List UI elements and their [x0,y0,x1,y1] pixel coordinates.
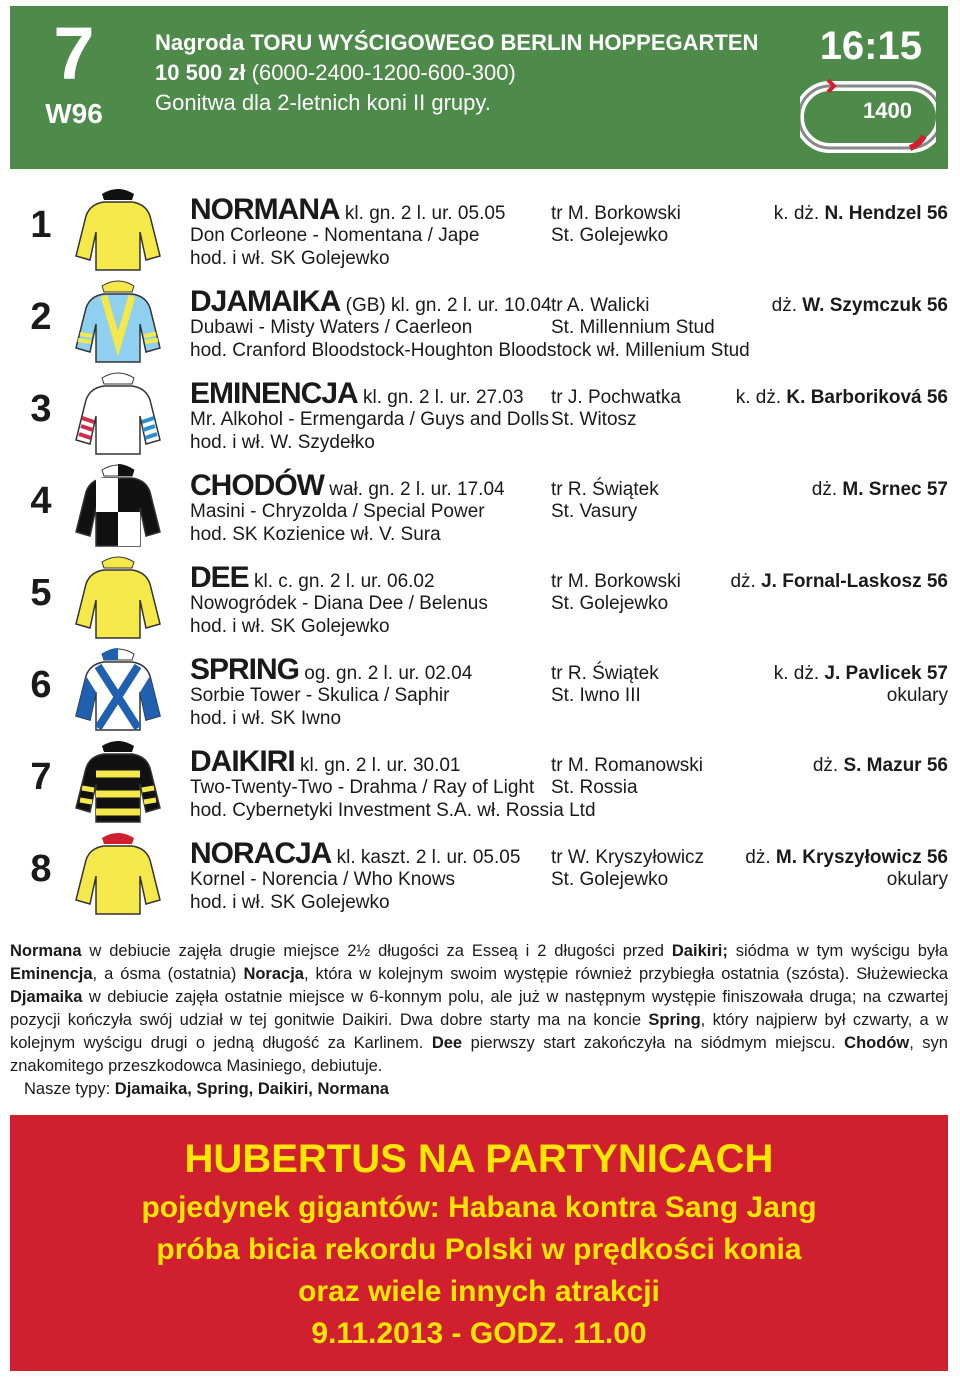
tips-label: Nasze typy: [24,1080,115,1098]
race-prize [155,58,516,88]
entry-row [0,462,960,554]
commentary-text: w debiucie zajęła ostatnie miejsce w 6-konnym polu, ale już w następnym występie finiszowała druga; na czwartej pozycji kończyła swój udział w tej gonitwie Daikiri. Dwa dobre starty ma na koncie [10,988,948,1029]
horse-info: kl. gn. 2 l. ur. 05.05 [339,203,506,224]
commentary-text: , która w kolejnym swoim występie również przybiegła ostatnia (szósta). Służewiecka [303,965,949,983]
jockey-prefix: dż. [730,571,762,592]
jockey-name: K. Barboriková 56 [786,387,948,408]
race-title: Nagroda TORU WYŚCIGOWEGO BERLIN HOPPEGARTEN [155,30,759,55]
horse-info: kl. kaszt. 2 l. ur. 05.05 [331,847,521,868]
commentary-text: , który najpierw był czwarty, a w kolejnym wyścigu drugi o jedną długość za Karlinem. [10,1011,949,1052]
jockey-silks-icon [72,370,164,456]
prize-split: (6000-2400-1200-600-300) [245,60,516,85]
jockey-prefix: dż. [812,755,844,776]
jockey [813,754,948,777]
bold-horse: Dee [431,1034,463,1052]
race-time: 16:15 [819,24,922,68]
jockey-prefix: dż. [811,479,843,500]
horse-line [190,561,435,594]
prize-amount: 10 500 zł [155,60,246,85]
pedigree: Kornel - Norencia / Who Knows [190,869,456,890]
stable: St. Witosz [551,409,637,430]
horse-name: DEE [190,561,249,594]
horse-name: SPRING [190,653,300,686]
race-header [10,6,948,169]
jockey [774,202,948,225]
jockey-name: M. Kryszyłowicz 56 [775,847,948,868]
banner-title: HUBERTUS NA PARTYNICACH [184,1137,774,1181]
jockey-silks-icon [72,462,164,548]
bold-horse: Chodów [844,1034,910,1052]
bold-horse: Spring [648,1011,701,1029]
trainer: tr M. Borkowski [551,571,681,592]
banner-line: pojedynek gigantów: Habana kontra Sang Jang [141,1191,817,1224]
race-code: W96 [45,98,103,129]
trainer: tr W. Kryszyłowicz [551,847,705,868]
entry-row [0,554,960,646]
jockey [812,478,948,501]
owner: hod. i wł. W. Szydełko [190,432,375,453]
horse-info: kl. c. gn. 2 l. ur. 06.02 [248,571,435,592]
entry-number: 1 [30,204,52,246]
pedigree: Two-Twenty-Two - Drahma / Ray of Light [190,777,535,798]
race-distance: 1400 [863,98,912,123]
jockey-silks-icon [72,278,164,364]
owner: hod. Cranford Bloodstock-Houghton Bloodstock wł. Millenium Stud [190,340,750,361]
entry-number: 2 [30,296,52,338]
horse-line [190,745,461,778]
horse-line [190,837,521,870]
jockey [772,294,948,317]
owner: hod. i wł. SK Iwno [190,708,342,729]
pedigree: Nowogródek - Diana Dee / Belenus [190,593,488,614]
jockey-name: W. Szymczuk 56 [802,295,948,316]
commentary-text: pierwszy start zakończyła na siódmym miejscu. [462,1034,845,1052]
entry-row [0,370,960,462]
horse-info: (GB) kl. gn. 2 l. ur. 10.04 [340,295,552,316]
horse-line [190,377,524,410]
pedigree: Dubawi - Misty Waters / Caerleon [190,317,473,338]
pedigree: Masini - Chryzolda / Special Power [190,501,485,522]
entry-row [0,830,960,922]
jockey [736,386,948,409]
owner: hod. SK Kozienice wł. V. Sura [190,524,441,545]
pedigree: Sorbie Tower - Skulica / Saphir [190,685,450,706]
equipment: okulary [886,685,948,706]
trainer: tr R. Świątek [551,663,659,684]
jockey-silks-icon [72,186,164,272]
jockey-silks-icon [72,738,164,824]
pedigree: Don Corleone - Nomentana / Jape [190,225,480,246]
horse-name: EMINENCJA [190,377,358,410]
horse-line [190,653,473,686]
stable: St. Golejewko [551,225,669,246]
jockey-silks-icon [72,830,164,916]
our-tips [24,1078,389,1101]
entry-row [0,646,960,738]
jockey-name: N. Hendzel 56 [824,203,948,224]
jockey-name: J. Pavlicek 57 [824,663,948,684]
jockey-silks-icon [72,554,164,640]
entry-row [0,738,960,830]
bold-horse: Eminencja [10,965,93,983]
entry-number: 3 [30,388,52,430]
trainer: tr A. Walicki [551,295,650,316]
jockey [745,846,948,869]
jockey-prefix: k. dż. [773,663,825,684]
owner: hod. Cybernetyki Investment S.A. wł. Rossia Ltd [190,800,596,821]
stable: St. Iwno III [551,685,641,706]
trainer: tr R. Świątek [551,479,659,500]
entry-row [0,278,960,370]
jockey-name: S. Mazur 56 [843,755,948,776]
entry-number: 6 [30,664,52,706]
bold-horse: Noracja [243,965,304,983]
commentary-text: , syn znakomitego przeszkodowca Masiniego, debiutuje. [10,1034,948,1075]
horse-line [190,285,552,318]
bold-horse: Djamaika [10,988,83,1006]
horse-info: og. gn. 2 l. ur. 02.04 [299,663,473,684]
horse-name: DAIKIRI [190,745,295,778]
trainer: tr J. Pochwatka [551,387,681,408]
owner: hod. i wł. SK Golejewko [190,616,390,637]
equipment: okulary [886,869,948,890]
banner-line: oraz wiele innych atrakcji [298,1275,660,1308]
bold-horse: Normana [10,942,82,960]
jockey-prefix: k. dż. [773,203,825,224]
banner-date: 9.11.2013 - GODZ. 11.00 [311,1317,647,1350]
jockey [730,570,948,593]
entry-number: 7 [30,756,52,798]
jockey-name: M. Srnec 57 [842,479,948,500]
horse-info: wał. gn. 2 l. ur. 17.04 [323,479,505,500]
jockey-silks-icon [72,646,164,732]
trainer: tr M. Romanowski [551,755,704,776]
stable: St. Millennium Stud [551,317,715,338]
pedigree: Mr. Alkohol - Ermengarda / Guys and Dolls [190,409,550,430]
owner: hod. i wł. SK Golejewko [190,892,390,913]
entry-number: 8 [30,848,52,890]
jockey-name: J. Fornal-Laskosz 56 [761,571,948,592]
horse-name: NORMANA [190,193,340,226]
entry-number: 4 [30,480,52,522]
horse-info: kl. gn. 2 l. ur. 27.03 [357,387,524,408]
jockey-prefix: dż. [771,295,803,316]
jockey-prefix: k. dż. [735,387,787,408]
stable: St. Vasury [551,501,638,522]
commentary-text: , a ósma (ostatnia) [92,965,244,983]
horse-name: NORACJA [190,837,332,870]
stable: St. Rossia [551,777,638,798]
entry-number: 5 [30,572,52,614]
trainer: tr M. Borkowski [551,203,681,224]
race-commentary [10,940,948,1078]
commentary-text: w debiucie zajęła drugie miejsce 2½ długości za Esseą i 2 długości przed [81,942,672,960]
horse-info: kl. gn. 2 l. ur. 30.01 [294,755,461,776]
jockey [774,662,948,685]
race-number: 7 [53,12,95,95]
event-banner [10,1115,948,1371]
stable: St. Golejewko [551,593,669,614]
race-conditions: Gonitwa dla 2-letnich koni II grupy. [155,90,491,115]
horse-line [190,193,506,226]
horse-name: CHODÓW [190,469,324,502]
bold-horse: Daikiri; [671,942,728,960]
horse-name: DJAMAIKA [190,285,341,318]
owner: hod. i wł. SK Golejewko [190,248,390,269]
horse-line [190,469,505,502]
commentary-text: siódma w tym wyścigu była [727,942,948,960]
tips-value: Djamaika, Spring, Daikiri, Normana [114,1080,389,1098]
banner-line: próba bicia rekordu Polski w prędkości konia [156,1233,802,1266]
stable: St. Golejewko [551,869,669,890]
entry-row [0,186,960,278]
jockey-prefix: dż. [745,847,776,868]
